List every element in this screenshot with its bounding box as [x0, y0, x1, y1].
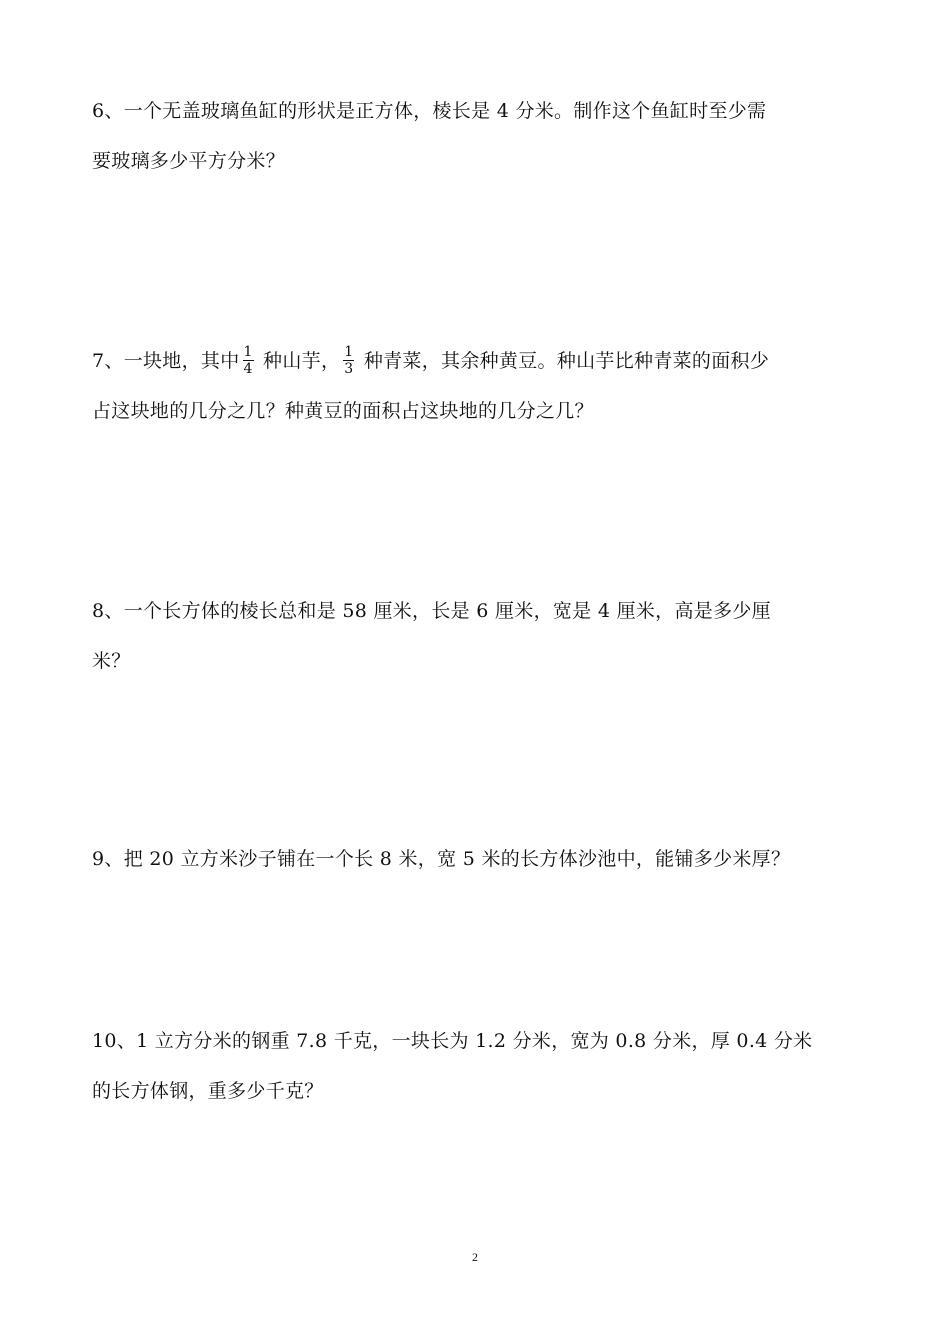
problem-6-line-2: 要玻璃多少平方分米？ — [92, 150, 286, 172]
problem-7 — [92, 336, 862, 436]
page-number: 2 — [472, 1250, 478, 1264]
problem-6-line-1: 6、一个无盖玻璃鱼缸的形状是正方体，棱长是 4 分米。制作这个鱼缸时至少需 — [92, 100, 767, 122]
problem-9-line-1: 9、把 20 立方米沙子铺在一个长 8 米，宽 5 米的长方体沙池中，能铺多少米厚？ — [92, 848, 791, 870]
fraction-denominator: 4 — [243, 360, 253, 377]
fraction-one-quarter — [243, 344, 254, 377]
fraction-numerator: 1 — [344, 343, 354, 360]
fraction-denominator: 3 — [344, 360, 354, 377]
problem-7-line-2: 占这块地的几分之几？种黄豆的面积占这块地的几分之几？ — [92, 400, 594, 422]
problem-9 — [92, 834, 862, 884]
problem-7-text-c: 种青菜，其余种黄豆。种山芋比种青菜的面积少 — [357, 350, 770, 372]
problem-10-line-1: 10、1 立方分米的钢重 7.8 千克，一块长为 1.2 分米，宽为 0.8 分米，厚 0.4 分米 — [92, 1030, 813, 1052]
problem-7-line-1 — [92, 336, 862, 386]
problem-8-line-1: 8、一个长方体的棱长总和是 58 厘米，长是 6 厘米，宽是 4 厘米，高是多少厘 — [92, 600, 771, 622]
problem-8 — [92, 586, 862, 686]
fraction-numerator: 1 — [243, 343, 253, 360]
problem-10-line-2: 的长方体钢，重多少千克？ — [92, 1080, 324, 1102]
problem-8-line-2: 米？ — [92, 650, 131, 672]
problem-7-text-a: 7、一块地，其中 — [92, 350, 240, 372]
problem-6 — [92, 86, 862, 186]
problem-7-text-b: 种山芋， — [256, 350, 341, 372]
fraction-one-third — [343, 344, 354, 377]
problem-10 — [92, 1016, 862, 1116]
